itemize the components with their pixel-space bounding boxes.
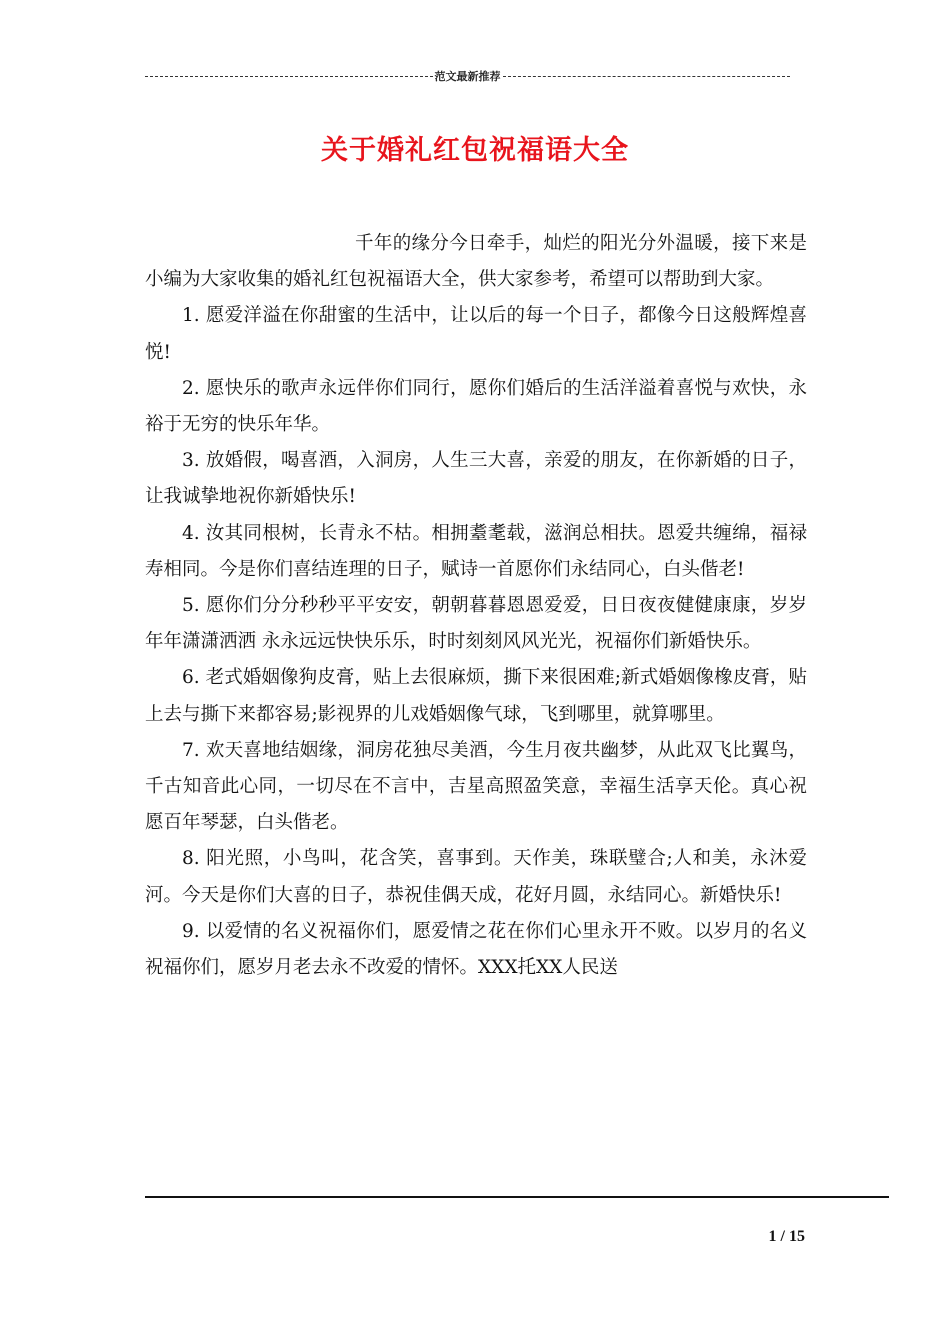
list-item: 6. 老式婚姻像狗皮膏，贴上去很麻烦，撕下来很困难;新式婚姻像橡皮膏，贴上去与撕下来都容易;影视界的儿戏婚姻像气球，飞到哪里，就算哪里。	[145, 667, 807, 725]
list-item: 5. 愿你们分分秒秒平平安安，朝朝暮暮恩恩爱爱，日日夜夜健健康康，岁岁年年潇潇洒洒 永永远远快快乐乐，时时刻刻风风光光，祝福你们新婚快乐。	[145, 595, 807, 653]
header-label: 范文最新推荐	[434, 70, 501, 83]
list-item: 2. 愿快乐的歌声永远伴你们同行，愿你们婚后的生活洋溢着喜悦与欢快，永裕于无穷的快乐年华。	[145, 377, 807, 436]
list-item: 8. 阳光照，小鸟叫，花含笑，喜事到。天作美，珠联璧合;人和美，永沐爱河。今天是你们大喜的日子，恭祝佳偶天成，花好月圆，永结同心。新婚快乐!	[145, 848, 807, 906]
list-item: 3. 放婚假，喝喜酒，入洞房，人生三大喜，亲爱的朋友，在你新婚的日子，让我诚挚地祝你新婚快乐!	[145, 450, 807, 508]
header-dash-right	[503, 76, 791, 77]
list-item: 7. 欢天喜地结姻缘，洞房花独尽美酒，今生月夜共幽梦，从此双飞比翼鸟，千古知音此心同，一切尽在不言中，吉星高照盈笑意，幸福生活享天伦。真心祝愿百年琴瑟，白头偕老。	[145, 739, 807, 834]
intro-paragraph: 千年的缘分今日牵手，灿烂的阳光分外温暖，接下来是小编为大家收集的婚礼红包祝福语大全，供大家参考，希望可以帮助到大家。	[145, 233, 807, 291]
list-item: 1. 愿爱洋溢在你甜蜜的生活中，让以后的每一个日子，都像今日这般辉煌喜悦!	[145, 305, 807, 363]
footer-divider	[145, 1196, 889, 1198]
list-item: 4. 汝其同根树，长青永不枯。相拥耋耄载，滋润总相扶。恩爱共缠绵，福禄寿相同。今是你们喜结连理的日子，赋诗一首愿你们永结同心，白头偕老!	[145, 522, 807, 580]
document-body	[145, 226, 807, 986]
page-number: 1 / 15	[768, 1228, 805, 1245]
list-item: 9. 以爱情的名义祝福你们，愿爱情之花在你们心里永开不败。以岁月的名义祝福你们，愿岁月老去永不改爱的情怀。XXX托XX人民送	[145, 920, 807, 979]
document-title: 关于婚礼红包祝福语大全	[321, 135, 629, 166]
header-dash-left	[145, 76, 433, 77]
page-header	[145, 68, 790, 84]
